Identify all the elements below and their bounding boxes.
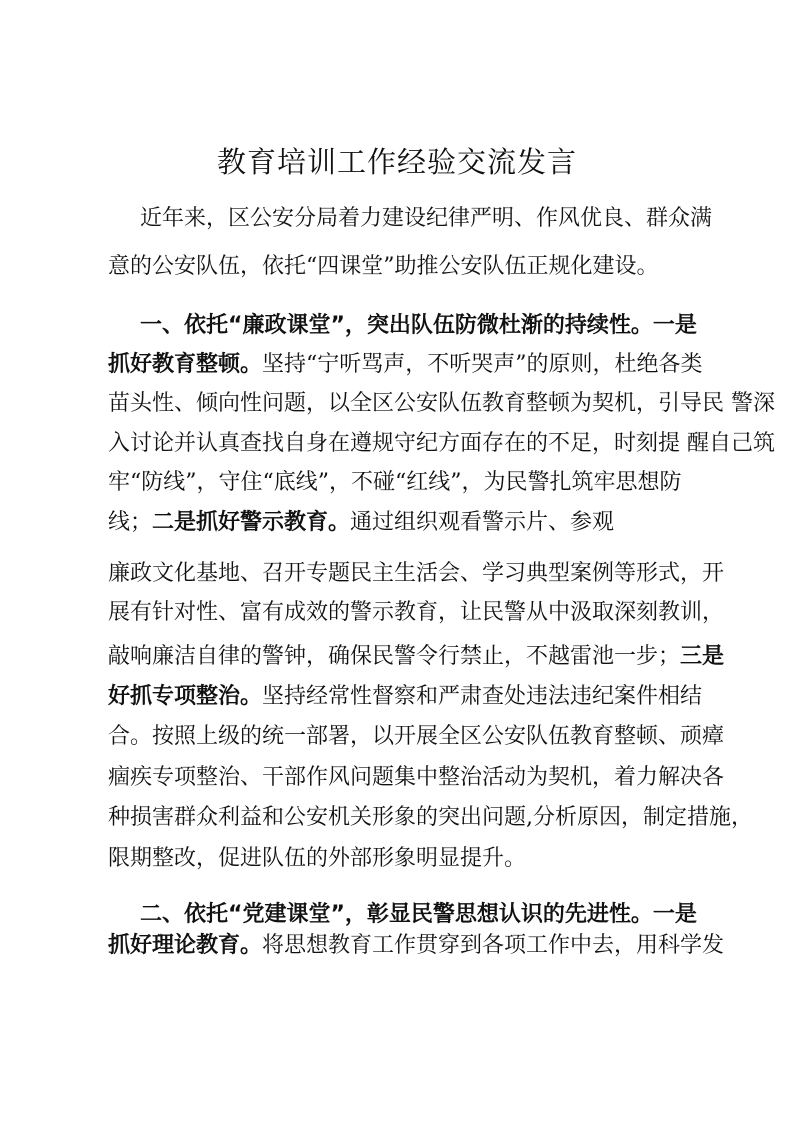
section1-line-13: 种损害群众利益和公安机关形象的突出问题,分析原因，制定措施， [108,805,753,830]
section1-line-2 [108,349,703,381]
section1-line-4: 入讨论并认真查找自身在遵规守纪方面存在的不足，时刻提 醒自己筑 [108,431,775,456]
intro-line-1: 近年来，区公安分局着力建设纪律严明、作风优良、群众满 [140,206,713,231]
section1-line-6 [108,507,614,539]
section1-subheading-3a: 三是 [680,644,725,669]
section1-subheading-3b: 好抓专项整治。 [108,684,263,709]
section1-line-8: 展有针对性、富有成效的警示教育，让民警从中汲取深刻教训， [108,600,725,625]
section1-line-5: 牢“防线”，守住“底线”，不碰“红线”，为民警扎筑牢思想防 [108,470,682,495]
section1-line-11: 合。按照上级的统一部署，以开展全区公安队伍教育整顿、顽瘴 [108,724,725,749]
intro-line-2: 意的公安队伍，依托“四课堂”助推公安队伍正规化建设。 [108,254,659,279]
section2-line-2 [108,930,724,962]
section2-heading: 二、依托“党建课堂”，彰显民警思想认识的先进性。一是 [140,902,697,927]
section2-line-2-text: 将思想教育工作贯穿到各项工作中去，用科学发 [262,933,725,958]
section1-subheading-1: 抓好教育整顿。 [108,352,263,377]
section1-line-9-text: 敲响廉洁自律的警钟，确保民警令行禁止，不越雷池一步； [108,644,681,669]
section1-line-14: 限期整改，促进队伍的外部形象明显提升。 [108,846,527,871]
section1-line-7: 廉政文化基地、召开专题民主生活会、学习典型案例等形式，开 [108,561,725,586]
section1-line-9 [108,641,724,673]
section1-line-12: 痼疾专项整治、干部作风问题集中整治活动为契机，着力解决各 [108,765,725,790]
document-title: 教育培训工作经验交流发言 [216,145,577,179]
section1-subheading-2: 二是抓好警示教育。 [152,510,351,535]
section1-heading: 一、依托“廉政课堂”，突出队伍防微杜渐的持续性。一是 [140,313,697,338]
section2-subheading-1: 抓好理论教育。 [108,933,263,958]
section1-line-10 [108,681,702,713]
section1-line-10-text: 坚持经常性督察和严肃查处违法违纪案件相结 [262,684,703,709]
section1-line-2-text: 坚持“宁听骂声，不听哭声”的原则，杜绝各类 [262,352,703,377]
section1-line-6-text2: 通过组织观看警示片、参观 [350,510,615,535]
section1-line-6-text: 线； [108,510,153,535]
section1-line-3: 苗头性、倾向性问题，以全区公安队伍教育整顿为契机，引导民 警深 [108,391,775,416]
